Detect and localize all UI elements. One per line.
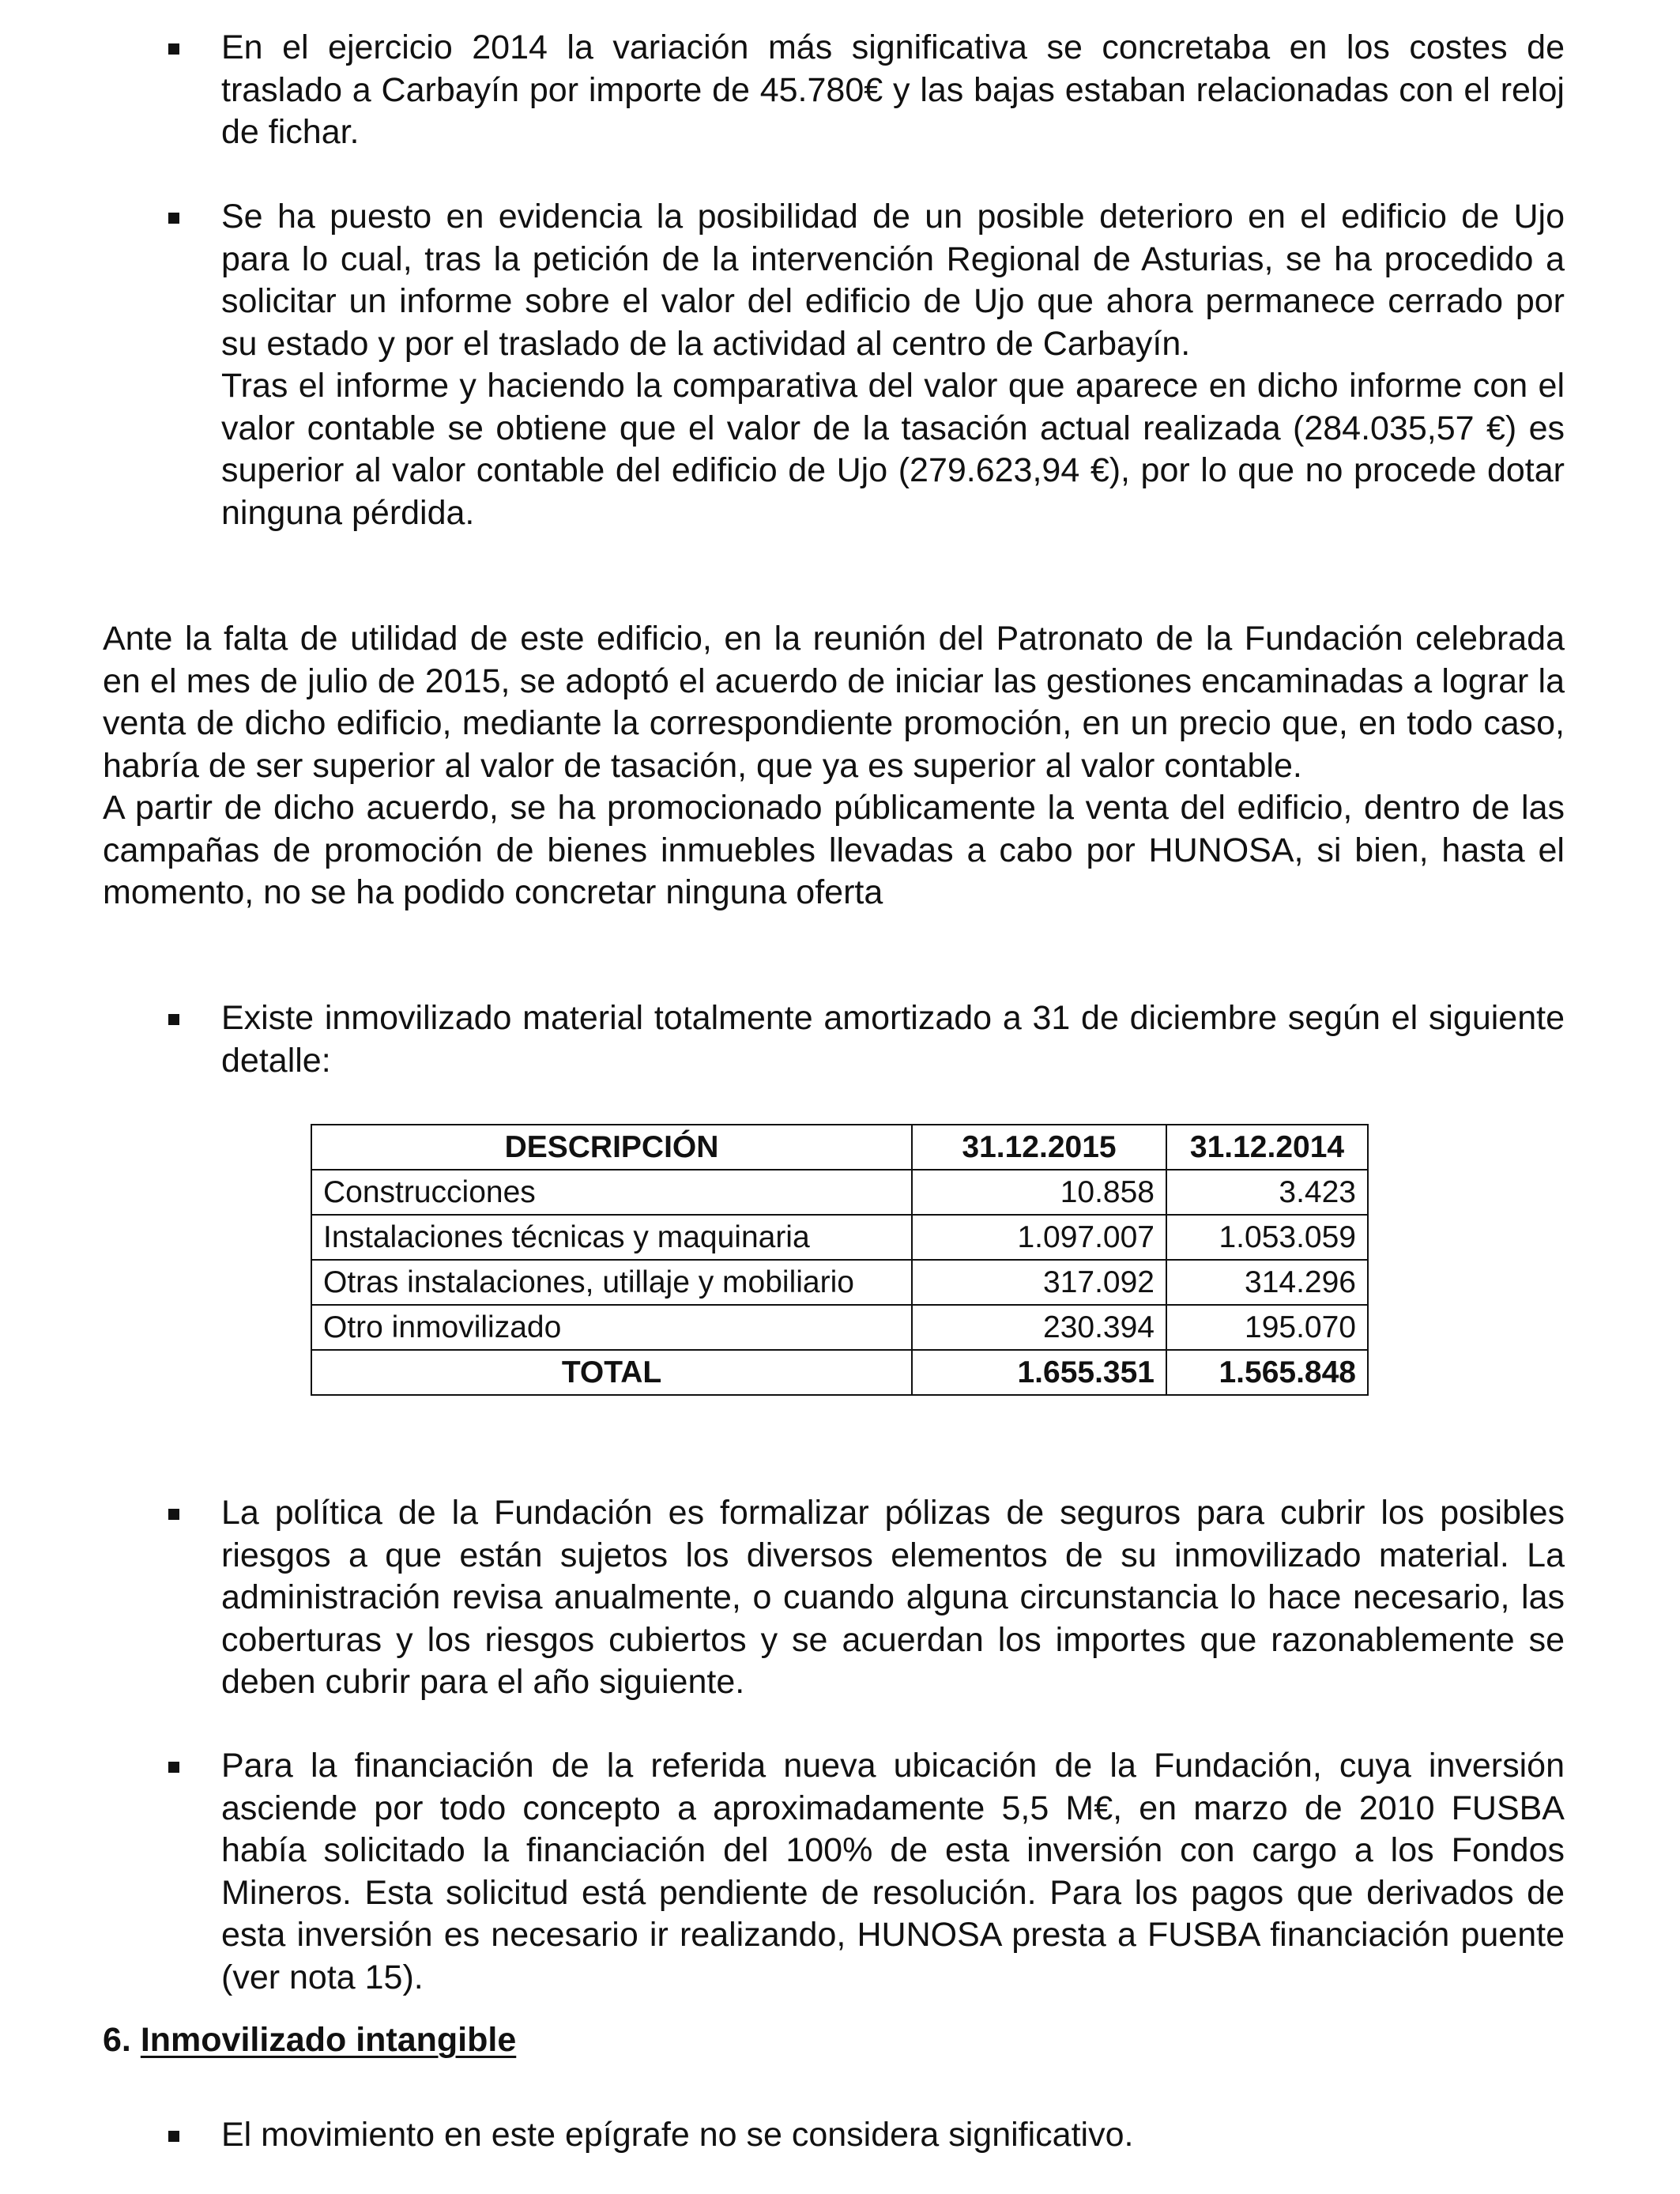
- fixed-assets-table-wrapper: [311, 1124, 1369, 1396]
- body-paragraphs: [103, 618, 1565, 914]
- table-row: [311, 1305, 1368, 1350]
- bullet-continuation-text: Tras el informe y haciendo la comparativa del valor que aparece en dicho informe con el valor contable se obtiene que el valor de la tasación actual realizada (284.035,57 €) es superior al valor contable del edificio de Ujo (279.623,94 €), por lo que no procede dotar ninguna pérdida.: [221, 367, 1565, 532]
- bullet-square-icon: [168, 213, 179, 224]
- table-header-row: [311, 1125, 1368, 1170]
- row-description: Otro inmovilizado: [311, 1305, 912, 1350]
- row-value-2015: 230.394: [912, 1305, 1166, 1350]
- table-row: [311, 1215, 1368, 1260]
- bullet-text: El movimiento en este epígrafe no se considera significativo.: [221, 2116, 1134, 2154]
- paragraph: Ante la falta de utilidad de este edificio, en la reunión del Patronato de la Fundación celebrada en el mes de julio de 2015, se adoptó el acuerdo de iniciar las gestiones encaminadas a lograr la venta de dicho edificio, mediante la correspondiente promoción, en un precio que, en todo caso, habría de ser superior al valor de tasación, que ya es superior al valor contable.: [103, 620, 1565, 785]
- row-description: Otras instalaciones, utillaje y mobiliario: [311, 1260, 912, 1305]
- row-description: Instalaciones técnicas y maquinaria: [311, 1215, 912, 1260]
- section-heading: [103, 2019, 516, 2061]
- bullet-text: Para la financiación de la referida nueva ubicación de la Fundación, cuya inversión asciende por todo concepto a aproximadamente 5,5 M€, en marzo de 2010 FUSBA había solicitado la financiación del 100% de esta inversión con cargo a los Fondos Mineros. Esta solicitud está pendiente de resolución. Para los pagos que derivados de esta inversión es necesario ir realizando, HUNOSA presta a FUSBA financiación puente (ver nota 15).: [221, 1747, 1565, 1996]
- row-value-2015: 317.092: [912, 1260, 1166, 1305]
- header-2014: 31.12.2014: [1166, 1125, 1368, 1170]
- row-value-2015: 1.097.007: [912, 1215, 1166, 1260]
- section-number: 6.: [103, 2021, 131, 2059]
- header-description: DESCRIPCIÓN: [311, 1125, 912, 1170]
- section-title: Inmovilizado intangible: [140, 2021, 517, 2059]
- row-value-2014: 195.070: [1166, 1305, 1368, 1350]
- bullet-text: Se ha puesto en evidencia la posibilidad de un posible deterioro en el edificio de Ujo para lo cual, tras la petición de la intervención Regional de Asturias, se ha procedido a solicitar un informe sobre el valor del edificio de Ujo que ahora permanece cerrado por su estado y por el traslado de la actividad al centro de Carbayín.: [221, 198, 1565, 363]
- total-label: TOTAL: [311, 1350, 912, 1395]
- bullet-square-icon: [168, 1014, 179, 1025]
- bullet-square-icon: [168, 43, 179, 55]
- table-row: [311, 1170, 1368, 1215]
- total-value-2015: 1.655.351: [912, 1350, 1166, 1395]
- bullet-item: [221, 27, 1565, 154]
- bullet-square-icon: [168, 1762, 179, 1773]
- row-value-2014: 3.423: [1166, 1170, 1368, 1215]
- bullet-text: Existe inmovilizado material totalmente amortizado a 31 de diciembre según el siguiente detalle:: [221, 999, 1565, 1080]
- fully-amortized-assets-table: [311, 1124, 1369, 1396]
- bullet-text: En el ejercicio 2014 la variación más significativa se concretaba en los costes de traslado a Carbayín por importe de 45.780€ y las bajas estaban relacionadas con el reloj de fichar.: [221, 28, 1565, 151]
- row-description: Construcciones: [311, 1170, 912, 1215]
- row-value-2014: 314.296: [1166, 1260, 1368, 1305]
- paragraph: A partir de dicho acuerdo, se ha promocionado públicamente la venta del edificio, dentro de las campañas de promoción de bienes inmuebles llevadas a cabo por HUNOSA, si bien, hasta el momento, no se ha podido concretar ninguna oferta: [103, 789, 1565, 911]
- table-total-row: [311, 1350, 1368, 1395]
- row-value-2014: 1.053.059: [1166, 1215, 1368, 1260]
- row-value-2015: 10.858: [912, 1170, 1166, 1215]
- bullet-item: [221, 2114, 1565, 2157]
- total-value-2014: 1.565.848: [1166, 1350, 1368, 1395]
- bullet-square-icon: [168, 2131, 179, 2142]
- bullet-item: [221, 1745, 1565, 1999]
- bullet-item: [221, 196, 1565, 534]
- bullet-square-icon: [168, 1509, 179, 1520]
- bullet-item: [221, 1492, 1565, 1704]
- bullet-text: La política de la Fundación es formalizar pólizas de seguros para cubrir los posibles riesgos a que están sujetos los diversos elementos de su inmovilizado material. La administración revisa anualmente, o cuando alguna circunstancia lo hace necesario, las coberturas y los riesgos cubiertos y se acuerdan los importes que razonablemente se deben cubrir para el año siguiente.: [221, 1494, 1565, 1701]
- table-row: [311, 1260, 1368, 1305]
- bullet-item: [221, 997, 1565, 1082]
- header-2015: 31.12.2015: [912, 1125, 1166, 1170]
